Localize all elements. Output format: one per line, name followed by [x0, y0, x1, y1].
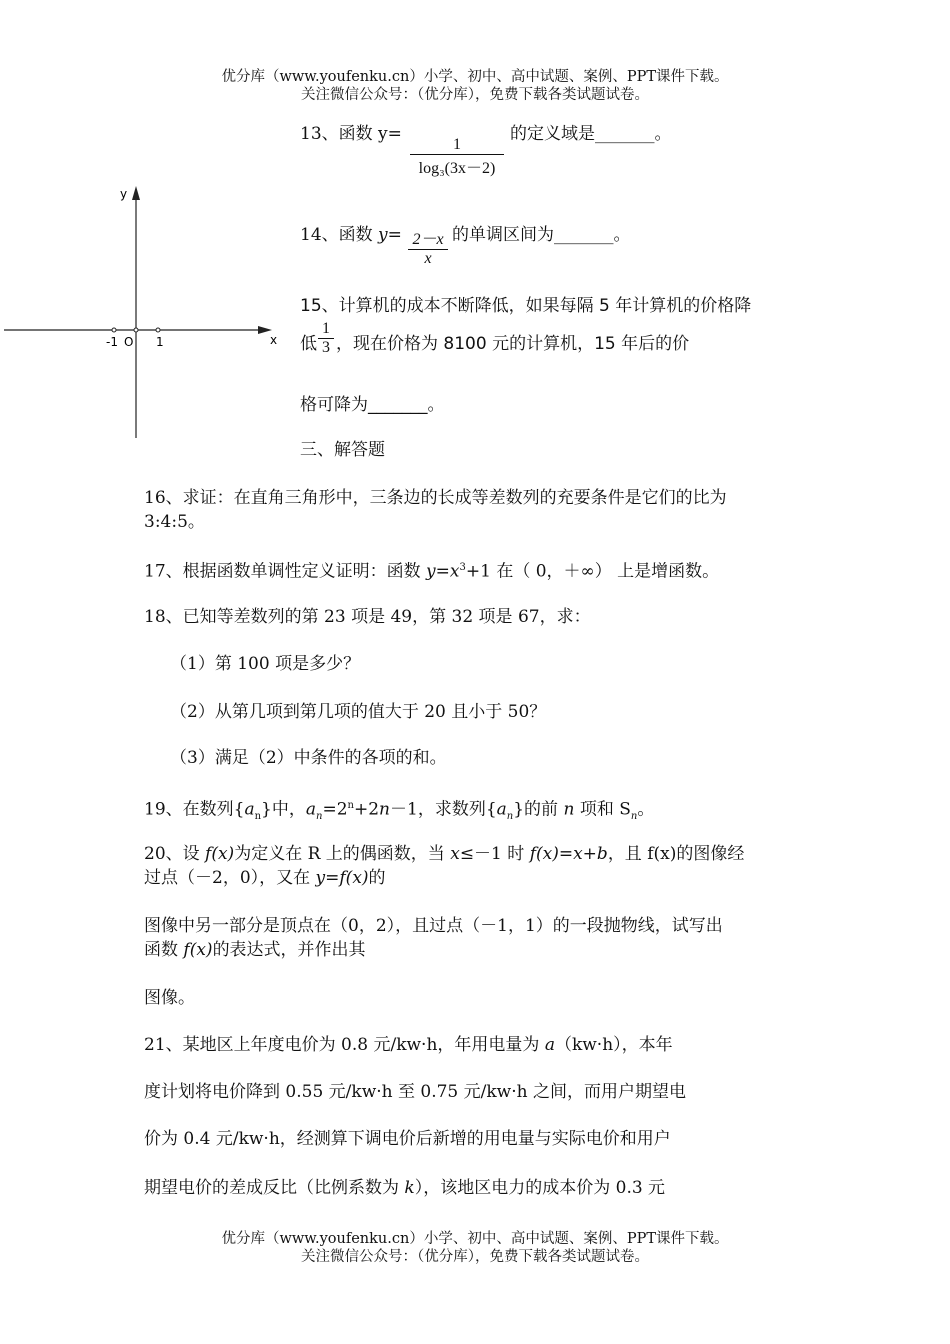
- q15-numerator: 1: [318, 320, 334, 339]
- q13-suffix: 的定义域是_______。: [510, 124, 672, 144]
- q16-line1: 16、求证：在直角三角形中，三条边的长成等差数列的充要条件是它们的比为: [144, 488, 727, 508]
- q17-func: y=x: [426, 561, 460, 582]
- q14-prefix: [300, 223, 402, 247]
- coordinate-axes-figure: [0, 180, 290, 445]
- q19-t7: 项和 S: [574, 799, 631, 820]
- q21-line1: [144, 1033, 673, 1057]
- origin-label: O: [124, 335, 134, 349]
- q15-line3: 格可降为_______。: [300, 395, 445, 415]
- q15-line2a: 低: [300, 334, 317, 354]
- q19-text: [144, 794, 654, 829]
- q19-a: a: [244, 799, 255, 820]
- q21-l4a: 期望电价的差成反比（比例系数为: [144, 1178, 405, 1198]
- q15-denominator: 3: [322, 339, 330, 356]
- q17-exponent: 3: [459, 562, 466, 573]
- section-title-answers: 三、解答题: [300, 440, 385, 460]
- y-axis-arrow: [132, 186, 140, 200]
- q14-denominator: x: [424, 250, 432, 267]
- q19-n-it2: n: [563, 799, 575, 820]
- q13-fraction: [410, 136, 504, 178]
- q18-stem: 18、已知等差数列的第 23 项是 49，第 32 项是 67，求：: [144, 607, 591, 627]
- q13-numerator: 1: [410, 136, 504, 155]
- q21-l1b: （kw·h），本年: [554, 1035, 673, 1055]
- q17-rest: +1 在（ 0，＋∞） 上是增函数。: [465, 561, 720, 582]
- q14-fraction: [408, 226, 448, 268]
- q20-l1b: 为定义在 R 上的偶函数，当: [234, 844, 451, 864]
- page-header-line2: 关注微信公众号：（优分库），免费下载各类试题试卷。: [301, 87, 649, 103]
- q20-line3: 图像中另一部分是顶点在（0，2），且过点（－1，1）的一段抛物线，试写出: [144, 916, 723, 936]
- q20-l1a: 20、设: [144, 844, 206, 864]
- q20-fx3: f(x): [183, 940, 213, 960]
- q19-n-sub2: n: [316, 811, 323, 823]
- q19-a3: a: [496, 799, 507, 820]
- q20-line4: [144, 938, 366, 962]
- q20-l1e: ，且 f(x)的图像经: [607, 844, 745, 864]
- q17-prefix: 17、根据函数单调性定义证明：函数: [144, 561, 427, 582]
- tick-label-1: 1: [156, 335, 164, 349]
- q21-line2: 度计划将电价降到 0.55 元/kw·h 至 0.75 元/kw·h 之间，而用户期望电: [144, 1082, 686, 1102]
- q19-t3: =2: [322, 799, 348, 820]
- q21-line4: [144, 1176, 665, 1200]
- q20-l4a: 函数: [144, 940, 184, 960]
- q20-l2b: 的: [368, 868, 386, 888]
- q21-l1a: 21、某地区上年度电价为 0.8 元/kw·h，年用电量为: [144, 1035, 545, 1055]
- q14-label: 14、函数: [300, 225, 373, 245]
- q20-l2a: 过点（－2，0），又在: [144, 868, 316, 888]
- page-footer-line2: 关注微信公众号：（优分库），免费下载各类试题试卷。: [301, 1249, 649, 1265]
- tick-label-neg1: -1: [106, 335, 118, 349]
- q21-line3: 价为 0.4 元/kw·h，经测算下调电价后新增的用电量与实际电价和用户: [144, 1129, 671, 1149]
- q19-t1: 19、在数列{: [144, 799, 245, 820]
- q14-numerator: 2－x: [408, 226, 448, 250]
- q15-fraction: [318, 320, 334, 357]
- q14-y: y=: [378, 225, 402, 245]
- q19-t4: +2: [353, 799, 380, 820]
- q19-t6: }的前: [513, 799, 564, 820]
- q20-l1c: ≤－1 时: [459, 844, 530, 864]
- q19-n-sub4: n: [630, 811, 638, 823]
- q20-line1: [144, 842, 744, 866]
- q17-text: [144, 556, 719, 584]
- x-axis-label: x: [270, 333, 278, 347]
- q19-n-sub3: n: [506, 811, 514, 823]
- q20-x: x: [450, 844, 460, 864]
- q16-line2: 3:4:5。: [144, 512, 205, 532]
- q20-l1d: =: [558, 844, 574, 864]
- q20-fx: f(x): [205, 844, 235, 864]
- q19-t5: －1，求数列{: [390, 799, 497, 820]
- page-header-line1: 优分库（www.youfenku.cn）小学、初中、高中试题、案例、PPT课件下载。: [221, 69, 729, 85]
- q18-part3: （3）满足（2）中条件的各项的和。: [170, 748, 447, 768]
- q19-n-sub: n: [254, 811, 262, 823]
- q14-suffix: 的单调区间为_______。: [452, 225, 631, 245]
- q13-prefix: 13、函数 y=: [300, 124, 402, 144]
- q15-line1: 15、计算机的成本不断降低，如果每隔 5 年计算机的价格降: [300, 296, 752, 316]
- q21-k: k: [404, 1178, 415, 1198]
- y-axis-label: y: [120, 187, 128, 201]
- page-footer-line1: 优分库（www.youfenku.cn）小学、初中、高中试题、案例、PPT课件下载。: [221, 1231, 729, 1247]
- q13-denominator: log₃(3x－2): [418, 160, 496, 177]
- point-origin: [134, 328, 138, 332]
- q20-fx2: f(x): [529, 844, 559, 864]
- point-neg1: [112, 328, 116, 332]
- q18-part2: （2）从第几项到第几项的值大于 20 且小于 50？: [170, 702, 547, 722]
- point-1: [156, 328, 160, 332]
- q20-yfx: y=f(x): [315, 868, 369, 888]
- q18-part1: （1）第 100 项是多少？: [170, 654, 361, 674]
- q20-xb: x+b: [573, 844, 608, 864]
- q20-line2: [144, 866, 386, 890]
- q15-line2b: ，现在价格为 8100 元的计算机，15 年后的价: [336, 334, 690, 354]
- q21-a: a: [544, 1035, 555, 1055]
- q20-line5: 图像。: [144, 988, 195, 1008]
- q21-l4b: ），该地区电力的成本价为 0.3 元: [414, 1178, 666, 1198]
- q20-l4b: 的表达式，并作出其: [212, 940, 366, 960]
- q19-t2: }中，: [261, 799, 306, 820]
- q19-a2: a: [305, 799, 317, 820]
- q19-t8: 。: [637, 799, 655, 820]
- q19-n-it: n: [379, 799, 390, 820]
- q19-n-sup: n: [347, 800, 354, 811]
